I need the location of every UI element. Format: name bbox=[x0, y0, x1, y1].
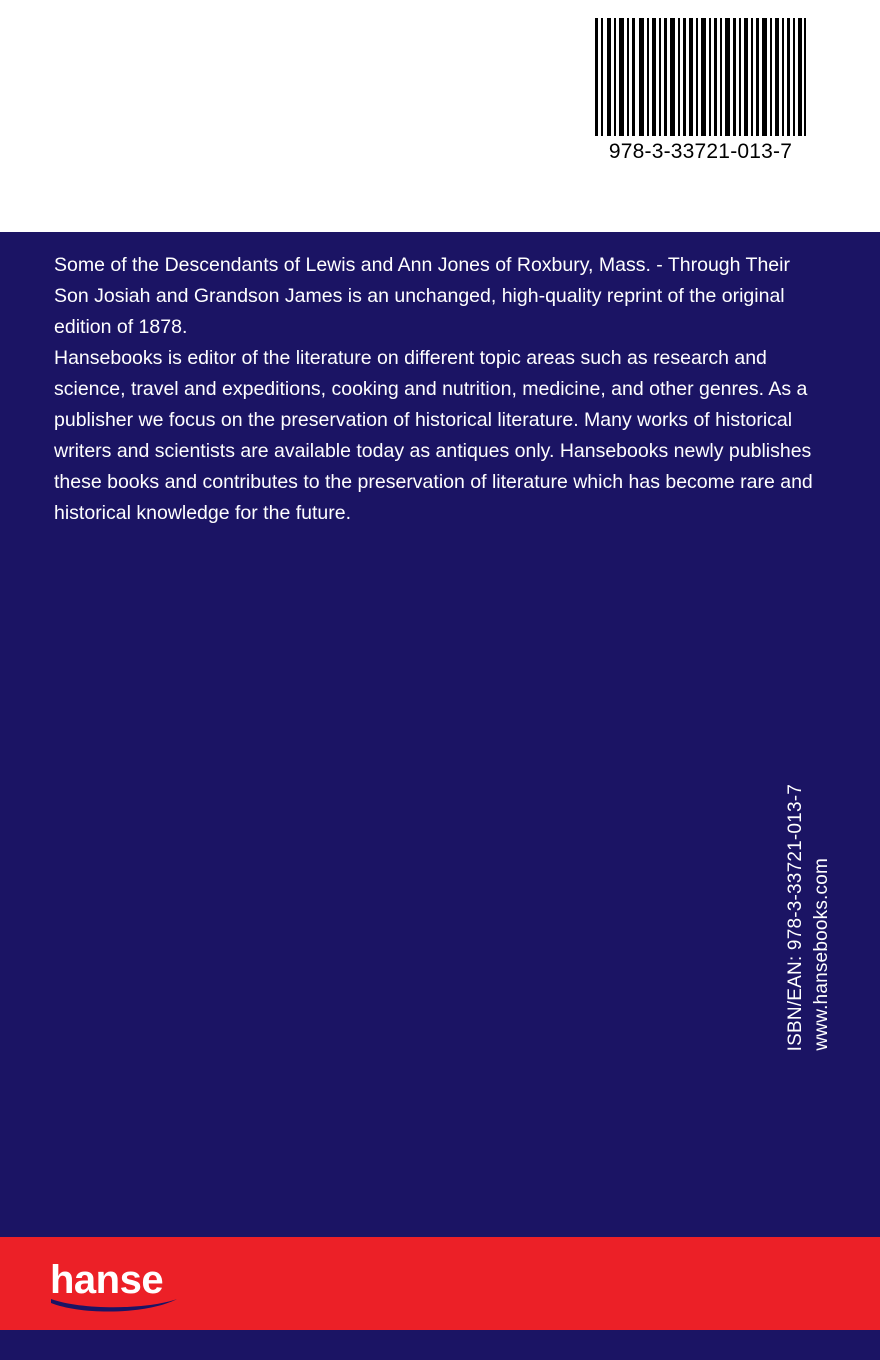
blurb-paragraph-1: Some of the Descendants of Lewis and Ann Jones of Roxbury, Mass. - Through Their Son Josiah and Grandson James is an unchanged, high-quality reprint of the original edition of 1878. bbox=[54, 254, 790, 338]
barcode-icon bbox=[593, 18, 808, 136]
description-panel bbox=[0, 232, 880, 1237]
side-isbn-ean: ISBN/EAN: 978-3-33721-013-7 bbox=[785, 783, 806, 1051]
blurb-text bbox=[54, 250, 819, 529]
side-website: www.hansebooks.com bbox=[811, 858, 832, 1051]
blurb-paragraph-2: Hansebooks is editor of the literature on different topic areas such as research and science, travel and expeditions, cooking and nutrition, medicine, and other genres. As a publisher we focus on the preservation of historical literature. Many works of historical writers and scientists are available today as antiques only. Hansebooks newly publishes these books and contributes to the preservation of literature which has become rare and historical knowledge for the future. bbox=[54, 347, 813, 524]
bottom-navy-sliver bbox=[0, 1330, 880, 1360]
barcode-block bbox=[593, 18, 808, 164]
hanse-logo bbox=[50, 1259, 200, 1317]
isbn-number: 978-3-33721-013-7 bbox=[608, 140, 793, 163]
publisher-footer-band bbox=[0, 1237, 880, 1330]
hanse-logo-text: hanse bbox=[50, 1258, 164, 1302]
barcode-band bbox=[0, 0, 880, 232]
vertical-imprint-info bbox=[784, 784, 834, 1051]
swoosh-icon bbox=[51, 1297, 177, 1313]
